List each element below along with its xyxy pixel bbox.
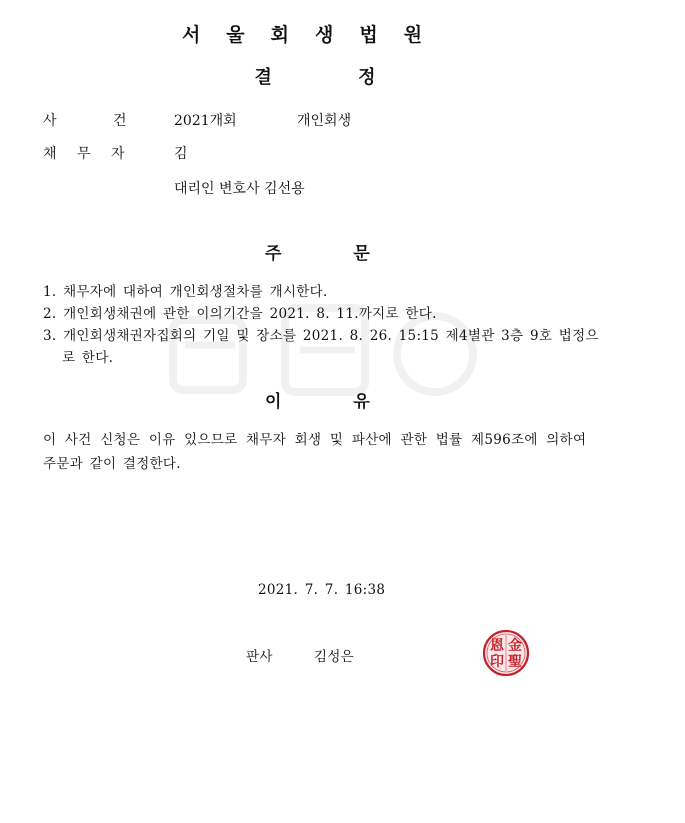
svg-text:恩: 恩: [490, 638, 504, 654]
order-item-2: 2. 개인회생채권에 관한 이의기간을 2021. 8. 11.까지로 한다.: [43, 306, 437, 322]
debtor-name: 김: [174, 146, 188, 162]
document-title: 결 정: [254, 67, 376, 88]
reason-line-1: 이 사건 신청은 이유 있으므로 채무자 회생 및 파산에 관한 법률 제596조에 의하여: [43, 432, 587, 448]
judge-label: 판사: [246, 649, 273, 665]
agent-name: 대리인 변호사 김선용: [174, 181, 305, 197]
order-item-3-continued: 로 한다.: [62, 350, 114, 366]
judge-seal-image: [482, 629, 530, 677]
order-item-3: 3. 개인회생채권자집회의 기일 및 장소를 2021. 8. 26. 15:15 제4별관 3층 9호 법정으: [43, 328, 599, 344]
order-item-1: 1. 채무자에 대하여 개인회생절차를 개시한다.: [43, 284, 328, 300]
svg-text:聖: 聖: [508, 654, 522, 670]
svg-text:金: 金: [508, 638, 522, 654]
order-heading: 주 문: [265, 244, 370, 264]
reason-heading: 이 유: [265, 392, 370, 412]
judge-name: 김성은: [314, 649, 355, 665]
court-name: 서울회생법원: [181, 24, 449, 46]
decision-date: 2021. 7. 7. 16:38: [258, 582, 386, 598]
reason-line-2: 주문과 같이 결정한다.: [43, 456, 181, 472]
case-label: 사 건: [43, 113, 127, 129]
case-type: 개인회생: [297, 113, 352, 129]
debtor-label: 채 무 자: [43, 146, 125, 162]
svg-text:印: 印: [490, 654, 504, 670]
case-number: 2021개회: [174, 113, 237, 129]
